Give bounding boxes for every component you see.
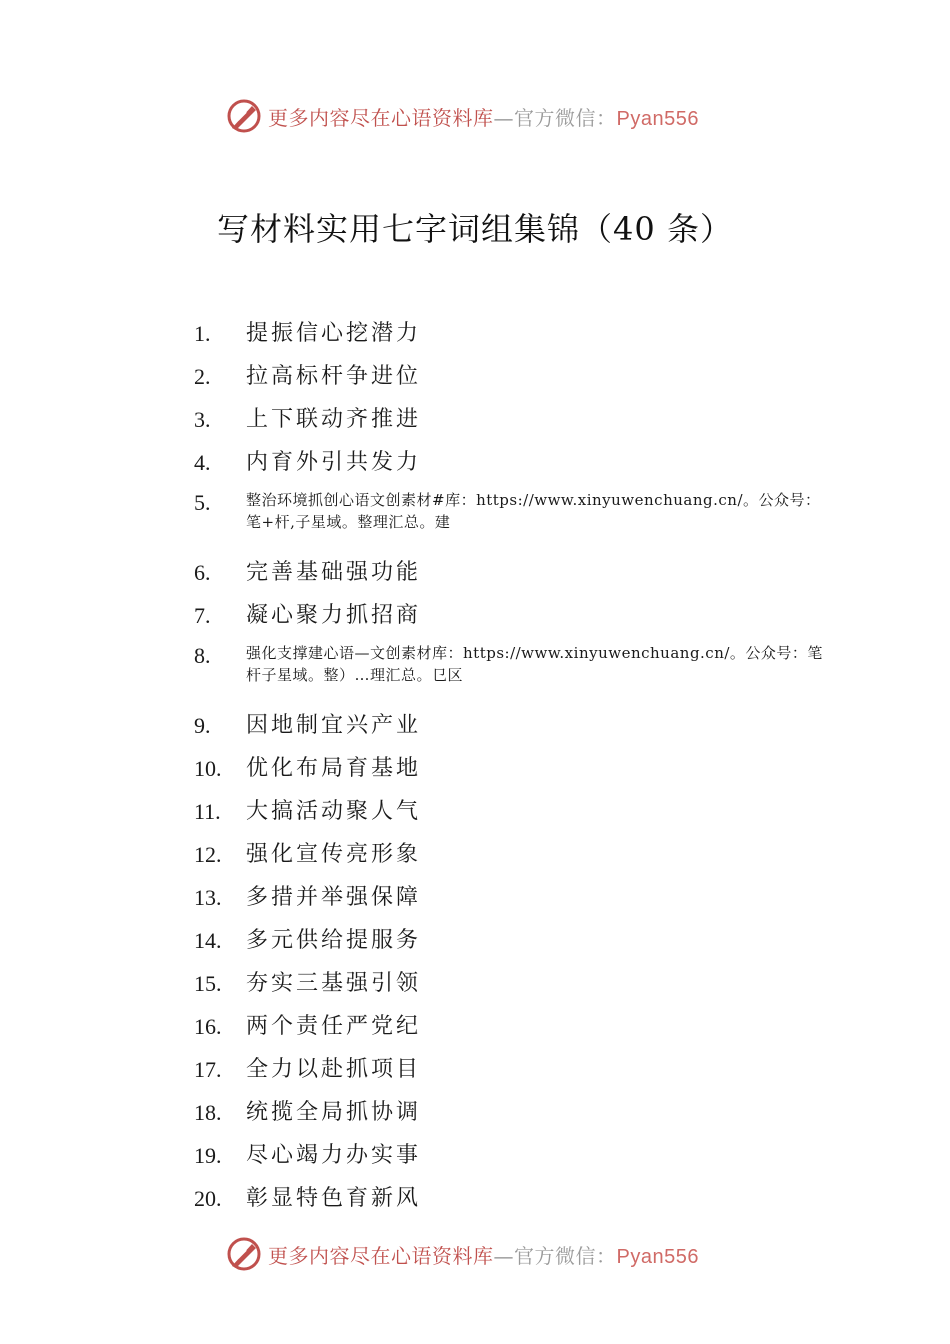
item-text: 拉高标杆争进位 <box>246 364 422 389</box>
item-text: 全力以赴抓项目 <box>246 1057 422 1082</box>
list-item <box>194 594 834 637</box>
banner-wechat-label: 官方微信： <box>514 1243 617 1268</box>
item-number: 15. <box>194 971 222 996</box>
item-number: 1. <box>194 321 211 346</box>
item-number: 19. <box>194 1143 222 1168</box>
item-number: 14. <box>194 928 222 953</box>
pen-logo-icon <box>226 98 262 134</box>
item-number: 20. <box>194 1186 222 1211</box>
item-number: 8. <box>194 643 211 668</box>
item-text: 大搞活动聚人气 <box>246 799 422 824</box>
list-item <box>194 1048 834 1091</box>
list-item <box>194 1005 834 1048</box>
list-item <box>194 1177 834 1220</box>
list-item <box>194 312 834 355</box>
item-text: 凝心聚力抓招商 <box>246 603 422 628</box>
banner-separator: — <box>493 1243 514 1268</box>
item-number: 16. <box>194 1014 222 1039</box>
item-number: 6. <box>194 560 211 585</box>
item-text: 优化布局育基地 <box>246 756 422 781</box>
banner-text <box>268 102 699 131</box>
item-number: 4. <box>194 450 211 475</box>
list-item <box>194 919 834 962</box>
item-text: 提振信心挖潜力 <box>246 321 422 346</box>
footer-banner <box>226 1234 699 1274</box>
item-number: 3. <box>194 407 211 432</box>
page-title: 写材料实用七字词组集锦（40 条） <box>217 210 733 248</box>
item-text: 彰显特色育新风 <box>246 1186 422 1211</box>
list-item <box>194 833 834 876</box>
item-number: 10. <box>194 756 222 781</box>
list-item <box>194 790 834 833</box>
list-item <box>194 1091 834 1134</box>
list-item <box>194 398 834 441</box>
list-item <box>194 962 834 1005</box>
item-text: 两个责任严党纪 <box>246 1014 422 1039</box>
item-number: 13. <box>194 885 222 910</box>
item-number: 9. <box>194 713 211 738</box>
banner-wechat-id: Pyan556 <box>616 107 699 130</box>
item-text: 尽心竭力办实事 <box>246 1143 422 1168</box>
banner-title: 更多内容尽在心语资料库 <box>268 1243 494 1268</box>
pen-logo-icon <box>226 1236 262 1272</box>
item-number: 5. <box>194 490 211 515</box>
item-text: 整治环境抓创心语文创素材#库：https://www.xinyuwenchuang.cn/。公众号：笔+杆,子星域。整理汇总。建 <box>246 491 821 531</box>
banner-title: 更多内容尽在心语资料库 <box>268 105 494 130</box>
item-text: 强化宣传亮形象 <box>246 842 422 867</box>
item-text: 强化支撑建心语—文创素材库：https://www.xinyuwenchuang.cn/。公众号：笔杆子星域。整）…理汇总。㔾区 <box>246 644 823 684</box>
item-text: 因地制宜兴产业 <box>246 713 422 738</box>
list-item <box>194 551 834 594</box>
item-number: 12. <box>194 842 222 867</box>
item-number: 7. <box>194 603 211 628</box>
list-item <box>194 704 834 747</box>
banner-text <box>268 1240 699 1269</box>
banner-wechat-id: Pyan556 <box>616 1245 699 1268</box>
banner-wechat-label: 官方微信： <box>514 105 617 130</box>
phrase-list <box>194 312 834 1220</box>
banner-separator: — <box>493 105 514 130</box>
item-text: 内育外引共发力 <box>246 450 422 475</box>
item-number: 2. <box>194 364 211 389</box>
item-number: 18. <box>194 1100 222 1125</box>
item-text: 多措并举强保障 <box>246 885 422 910</box>
item-number: 17. <box>194 1057 222 1082</box>
list-item <box>194 1134 834 1177</box>
list-item <box>194 747 834 790</box>
item-text: 夯实三基强引领 <box>246 971 422 996</box>
header-banner <box>226 96 699 136</box>
item-text: 上下联动齐推进 <box>246 407 422 432</box>
item-number: 11. <box>194 799 221 824</box>
list-item <box>194 355 834 398</box>
item-text: 统揽全局抓协调 <box>246 1100 422 1125</box>
list-item <box>194 637 834 704</box>
item-text: 多元供给提服务 <box>246 928 422 953</box>
list-item <box>194 484 834 551</box>
list-item <box>194 876 834 919</box>
list-item <box>194 441 834 484</box>
item-text: 完善基础强功能 <box>246 560 422 585</box>
